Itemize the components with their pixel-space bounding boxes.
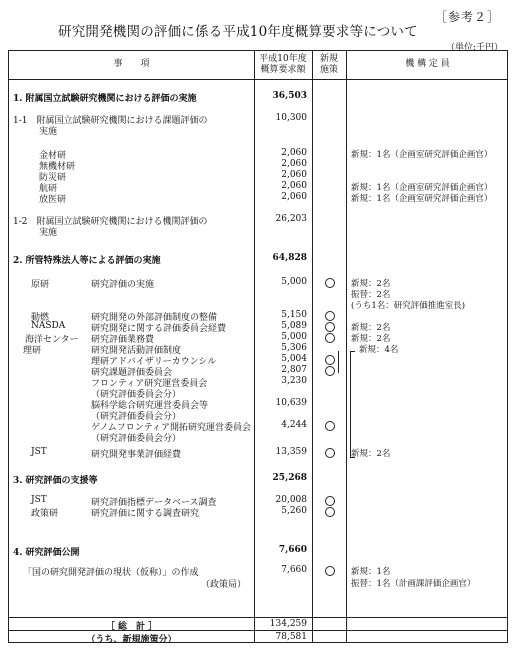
row-staff: 新規：1名（企画室研究評価企画官） [351,150,493,160]
row-item: 理研アドバイザリーカウンシル [91,357,217,367]
row-staff: 新規：2名 [351,279,391,289]
row-item: （政策局） [201,580,247,590]
header-new: 新規 施策 [319,54,338,75]
row-staff: 新規：1名（企画室研究評価企画官） [351,194,493,204]
row-item: 脳科学総合研究運営委員会等 [91,401,209,411]
row-amount: 10,300 [275,113,307,123]
row-amount: 5,000 [281,332,307,342]
row-amount: 5,000 [281,277,307,287]
new-total-label: （うち、新規施策分） [86,635,177,645]
header-item: 事 項 [113,59,150,69]
row-item: 4. 研究評価公開 [13,548,80,558]
row-organization: 政策研 [31,509,59,519]
row-amount: 7,660 [281,565,307,575]
document-title: 研究開発機関の評価に係る平成10年度概算要求等について [58,24,418,40]
row-item: 研究評価の実施 [91,280,155,290]
row-amount: 26,203 [275,214,307,224]
row-staff: 振替：2名 [351,290,391,300]
row-item: 研究課題評価委員会 [91,368,173,378]
row-amount: 5,306 [281,343,307,353]
row-item: 研究開発に関する評価委員会経費 [91,324,227,334]
row-staff: 新規：2名 [351,334,391,344]
row-amount: 2,807 [281,365,307,375]
row-item: 研究開発事業評価経費 [91,450,182,460]
budget-table [8,50,508,643]
row-amount: 10,639 [275,398,307,408]
row-staff: 新規：2名 [351,323,391,333]
row-item: 2. 所管特殊法人等による評価の実施 [13,256,161,266]
new-policy-mark [325,448,335,458]
row-staff: 新規：4名 [359,345,399,355]
row-organization: NASDA [31,321,66,331]
new-policy-mark [325,366,335,376]
reference-tag: ［参考２］ [435,10,501,24]
header-divider [9,79,507,80]
new-policy-mark [325,507,335,517]
total-amount: 134,259 [269,619,307,629]
row-amount: 3,230 [281,376,307,386]
row-item: ゲノムフロンティア開拓研究運営委員会 [91,423,252,433]
staff-bracket [350,457,355,458]
row-amount: 2,060 [281,148,307,158]
row-staff: 振替：1名（計画課評価企画官） [351,579,476,589]
total-label: ［ 総 計 ］ [105,622,158,632]
row-staff: 新規：2名 [351,449,391,459]
row-organization: 原研 [31,280,50,290]
row-item: 放医研 [39,195,67,205]
row-item: 実施 [39,228,58,238]
staff-bracket [350,351,351,457]
row-item: 航研 [39,184,58,194]
row-organization: 動燃 [31,313,50,323]
row-staff: (うち1名：研究評価推進室長) [351,301,466,311]
new-policy-mark [325,496,335,506]
row-staff: 新規：1名（企画室研究評価企画官） [351,183,493,193]
row-item: 1-1 附属国立試験研究機関における課題評価の [13,116,208,126]
row-amount: 7,660 [278,545,307,555]
row-organization: JST [31,447,47,457]
row-amount: 5,004 [281,354,307,364]
column-divider [346,51,347,642]
row-item: 研究評価に関する調査研究 [91,509,200,519]
header-staff: 機 構 定 員 [405,59,450,69]
row-amount: 64,828 [272,253,307,263]
row-organization: 理研 [23,346,42,356]
row-staff: 新規：1名 [351,567,391,577]
row-item: 研究開発の外部評価制度の整備 [91,313,218,323]
row-item: 「国の研究開発評価の現状（仮称）」の作成 [23,568,199,578]
column-divider [312,51,313,642]
row-amount: 4,244 [281,420,307,430]
row-amount: 5,150 [281,310,307,320]
row-item: 研究評価業務費 [91,335,155,345]
staff-bracket [350,351,355,352]
row-item: フロンティア研究運営委員会 [91,379,208,389]
header-budget: 平成10年度 概算要求額 [259,54,307,75]
row-organization: JST [31,495,47,505]
row-item: 防災研 [39,173,67,183]
unit-label: （単位:千円） [446,43,504,53]
new-policy-mark [325,322,335,332]
new-policy-mark [325,278,335,288]
row-item: 1. 附属国立試験研究機関における評価の実施 [13,94,197,104]
new-policy-mark [325,355,335,365]
row-amount: 25,268 [272,473,307,483]
row-item: 研究開発活動評価制度 [91,346,182,356]
row-amount: 13,359 [275,447,307,457]
new-policy-mark [325,421,335,431]
new-policy-mark [325,333,335,343]
row-item: （研究評価委員会分） [91,390,182,400]
row-item: 1-2 附属国立試験研究機関における機関評価の [13,217,208,227]
row-organization: 海洋センター [25,335,79,345]
row-amount: 36,503 [272,91,307,101]
row-amount: 5,260 [281,506,307,516]
row-amount: 5,089 [281,321,307,331]
row-item: 実施 [39,127,58,137]
row-item: 金材研 [39,151,67,161]
row-item: （研究評価委員会分） [91,434,182,444]
row-item: 3. 研究評価の支援等 [13,476,98,486]
row-amount: 20,008 [275,495,307,505]
row-amount: 2,060 [281,159,307,169]
totals-divider [9,617,507,618]
new-policy-mark [325,311,335,321]
row-item: （研究評価委員会分） [91,412,182,422]
row-item: 無機材研 [39,162,76,172]
row-amount: 2,060 [281,192,307,202]
row-amount: 2,060 [281,181,307,191]
new-bracket [338,351,339,373]
row-amount: 2,060 [281,170,307,180]
new-total-amount: 78,581 [275,632,307,642]
row-item: 研究評価指標データベース調査 [91,498,217,508]
new-policy-mark [325,566,335,576]
